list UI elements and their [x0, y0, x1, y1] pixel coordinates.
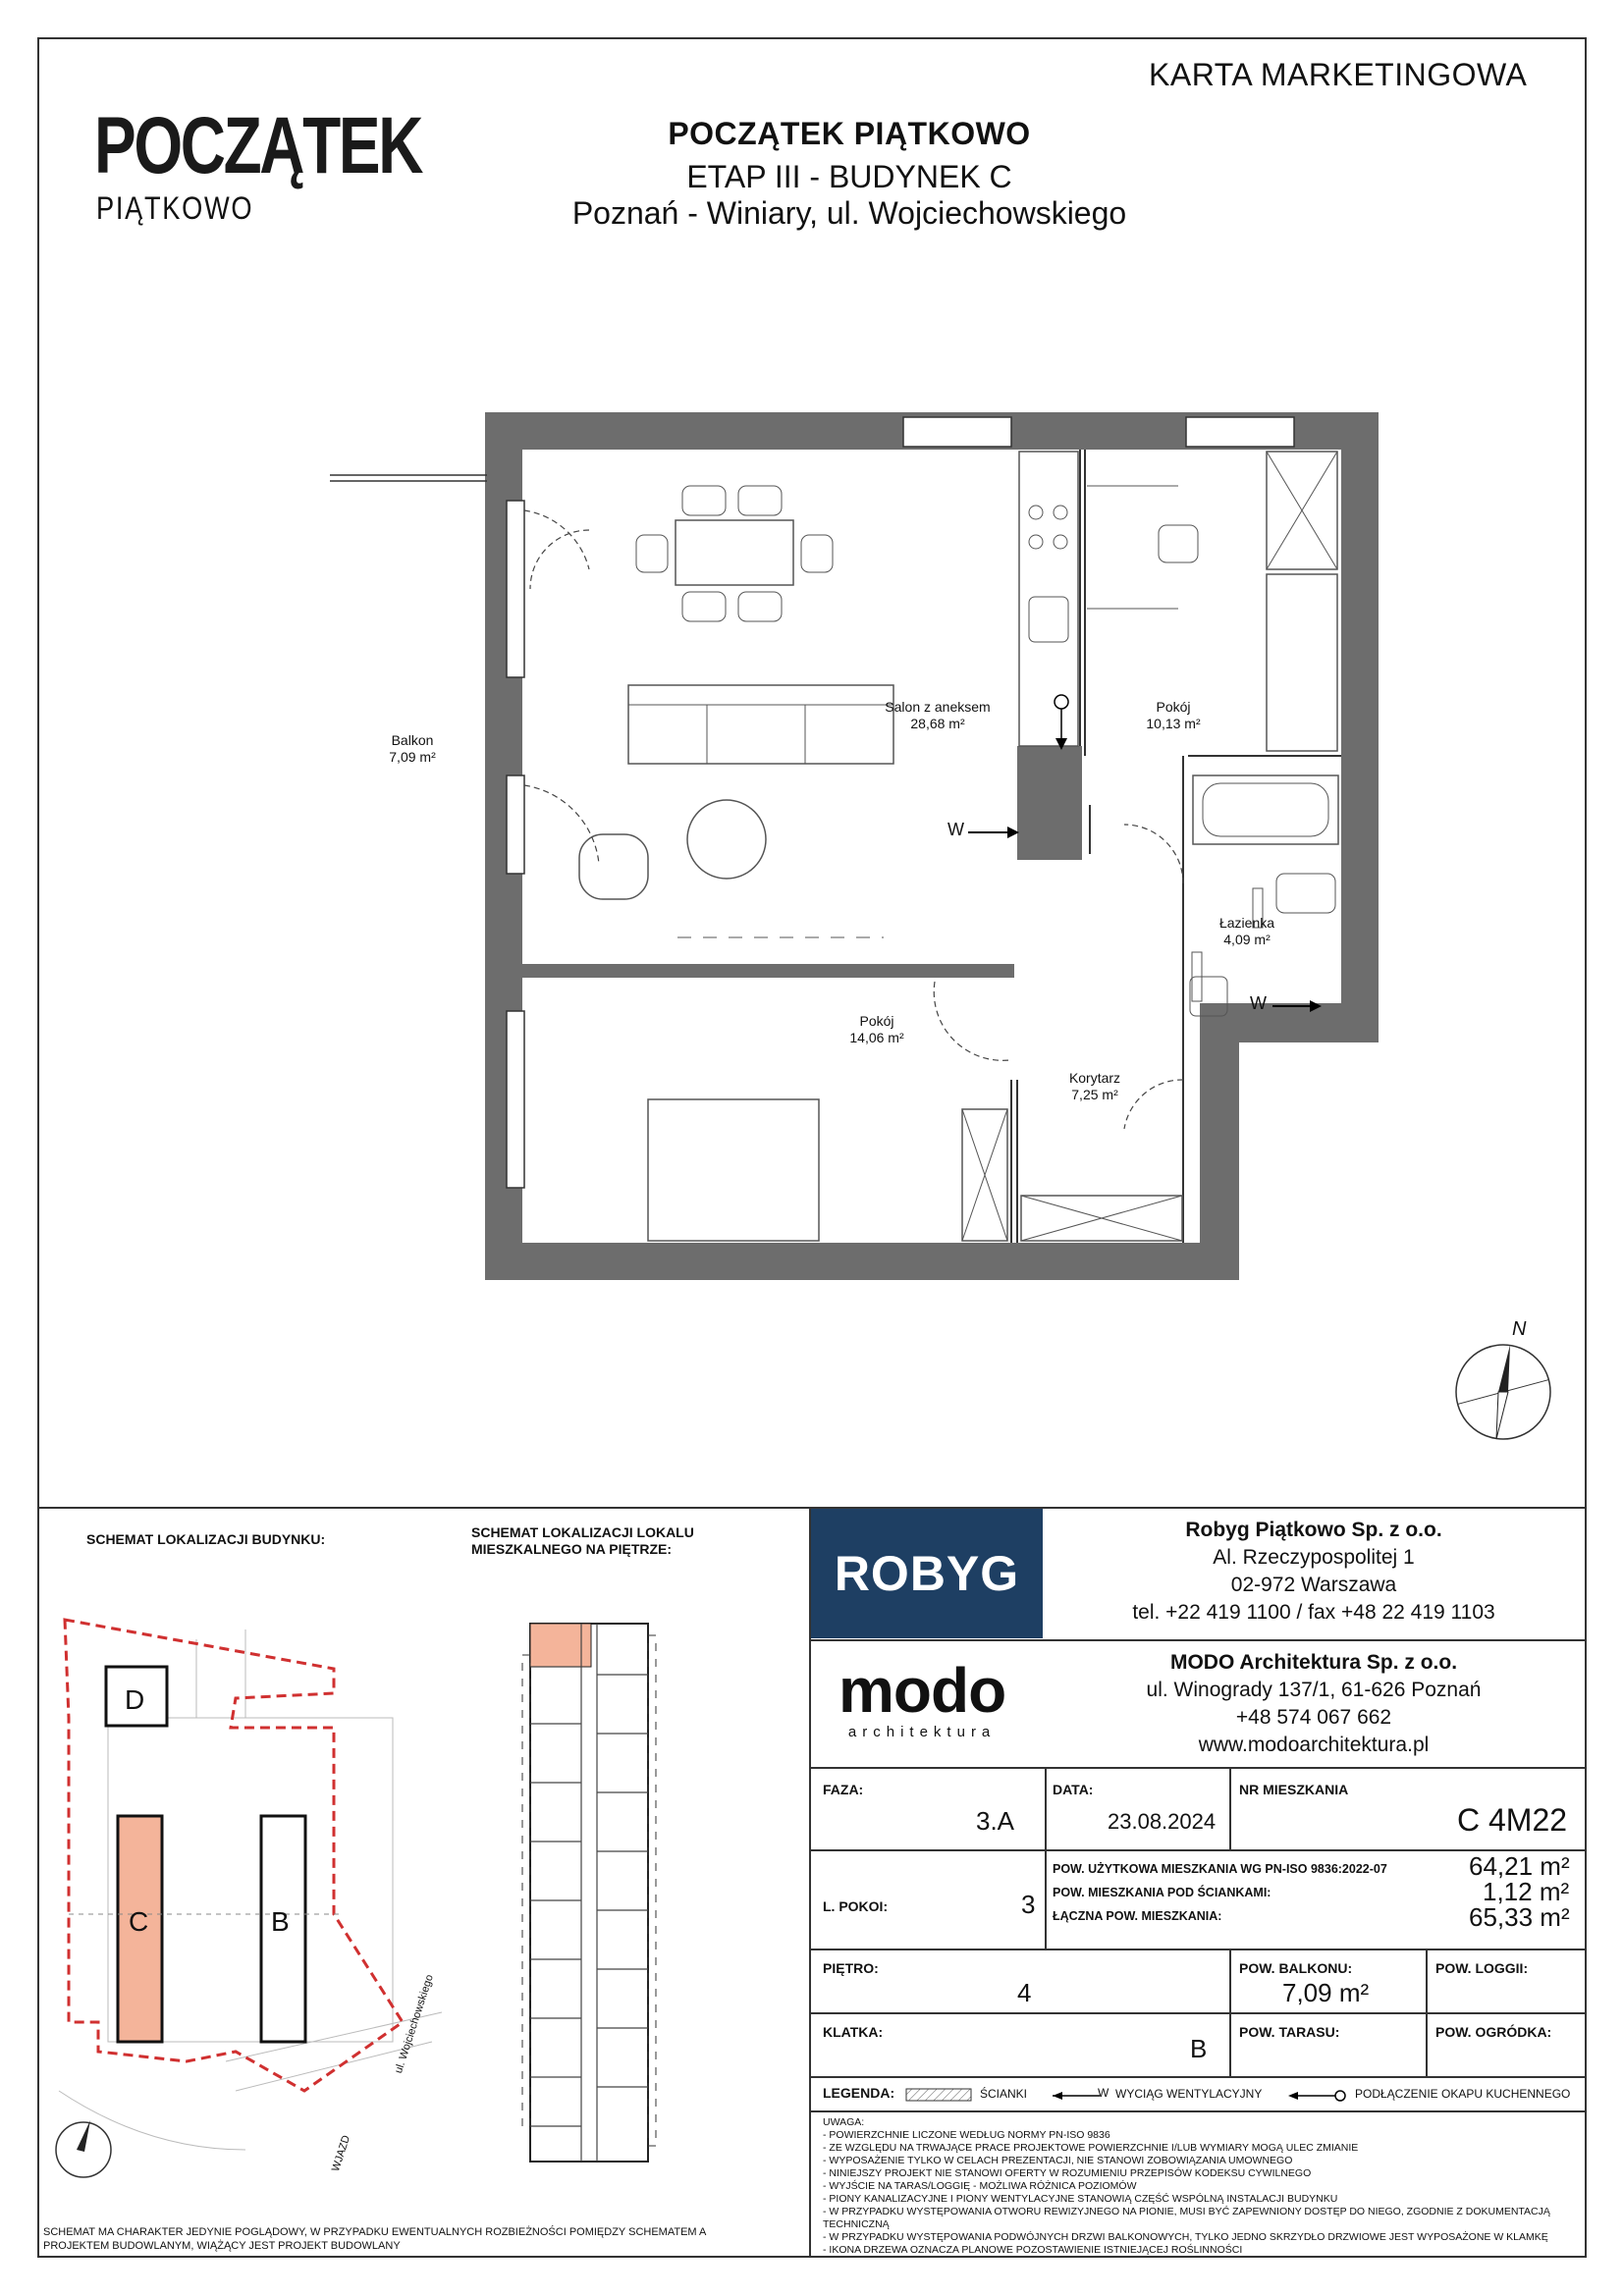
- divider: [809, 2076, 1587, 2078]
- floor-label: PIĘTRO:: [823, 1960, 879, 1976]
- floor-value: 4: [1017, 1978, 1032, 2007]
- under-value: 1,12 m²: [1483, 1877, 1570, 1906]
- dining-chairs: [636, 486, 833, 621]
- rooms-value: 3: [1021, 1890, 1036, 1919]
- windows: [507, 417, 1294, 1188]
- note-line: - W PRZYPADKU WYSTĘPOWANIA PODWÓJNYCH DRZWI BALKONOWYCH, TYLKO JEDNO SKRZYDŁO DRZWIOWE JEST WYPOSAŻONE W KLAMKĘ: [823, 2231, 1548, 2243]
- building-schematic-title: SCHEMAT LOKALIZACJI BUDYNKU:: [86, 1531, 326, 1547]
- unit-schematic-title-2: MIESZKALNEGO NA PIĘTRZE:: [471, 1541, 673, 1557]
- divider: [1229, 1949, 1231, 2076]
- note-line: - IKONA DRZEWA OZNACZA PLANOWE POZOSTAWIENIE ISTNIEJĄCEJ ROŚLINNOŚCI: [823, 2244, 1243, 2256]
- divider: [1045, 1849, 1047, 1949]
- floor-schematic: [511, 1616, 668, 2165]
- total-value: 65,33 m²: [1469, 1902, 1570, 1932]
- usable-label: POW. UŻYTKOWA MIESZKANIA WG PN-ISO 9836:2022-07: [1053, 1862, 1387, 1876]
- faza-value: 3.A: [976, 1806, 1015, 1836]
- unit-schematic-title-1: SCHEMAT LOKALIZACJI LOKALU: [471, 1524, 694, 1540]
- compass-icon: [1451, 1340, 1559, 1448]
- legend-vent-mark: W: [1098, 2086, 1109, 2100]
- notes: UWAGA: - POWIERZCHNIE LICZONE WEDŁUG NORMY PN-ISO 9836 - ZE WZGLĘDU NA TRWAJĄCE PRACE PROJEKTOWE POWIERZCHNIE I/LUB WYMIARY MOGĄ ULEC ZMIANIE - WYPOSAŻENIE TYLKO W CELACH PREZENTACJI, NIE STANOWI ZOBOWIĄZANIA UMOWNEGO - NINIEJSZY PROJEKT NIE STANOWI OFERTY W ROZUMIENIU PRZEPISÓW KODEKSU CYWILNEGO - WYJŚCIE NA TARAS/LOGGIĘ - MOŻLIWA RÓŻNICA POZIOMÓW - PIONY KANALIZACYJNE I PIONY WENTYLACYJNE STANOWIĄ CZĘŚĆ WSPÓLNĄ INSTALACJI BUDYNKU - W PRZYPADKU WYSTĘPOWANIA OTWORU REWIZYJNEGO NA PIONIE, MUSI BYĆ ZAPEWNIONY DOSTĘP DO NIEGO, ZGODNIE Z DOKUMENTACJĄ TECHNICZNĄ - W PRZYPADKU WYSTĘPOWANIA PODWÓJNYCH DRZWI BALKONOWYCH, TYLKO JEDNO SKRZYDŁO DRZWIOWE JEST WYPOSAŻONE W KLAMKĘ - IKONA DRZEWA OZNACZA PLANOWE POZOSTAWIENIE ISTNIEJĄCEJ ROŚLINNOŚCI: [823, 2116, 1579, 2257]
- terrace-label: POW. TARASU:: [1239, 2024, 1340, 2040]
- outer-walls: [485, 412, 1379, 1280]
- vent-mark-2: W: [1250, 993, 1267, 1013]
- logo-sub: PIĄTKOWO: [96, 190, 254, 226]
- divider: [809, 2110, 1587, 2112]
- nr-label: NR MIESZKANIA: [1239, 1782, 1349, 1797]
- note-line: - W PRZYPADKU WYSTĘPOWANIA OTWORU REWIZYJNEGO NA PIONIE, MUSI BYĆ ZAPEWNIONY DOSTĘP DO NIEGO, ZGODNIE Z DOKUMENTACJĄ TECHNICZNĄ: [823, 2206, 1550, 2230]
- divider: [1045, 1767, 1047, 1849]
- note-line: - WYPOSAŻENIE TYLKO W CELACH PREZENTACJI, NIE STANOWI ZOBOWIĄZANIA UMOWNEGO: [823, 2155, 1293, 2166]
- legend-walls: ŚCIANKI: [980, 2087, 1028, 2101]
- divider: [1426, 1949, 1428, 2076]
- architect-info: MODO Architektura Sp. z o.o. ul. Winogrady 137/1, 61-626 Poznań +48 574 067 662 www.modoarchitektura.pl: [1146, 1651, 1482, 1756]
- building-c-label: C: [129, 1906, 149, 1937]
- usable-value: 64,21 m²: [1469, 1851, 1570, 1881]
- under-label: POW. MIESZKANIA POD ŚCIANKAMI:: [1053, 1886, 1271, 1899]
- room-pokoj-1: Pokój 10,13 m²: [1146, 699, 1201, 731]
- project-location: Poznań - Winiary, ul. Wojciechowskiego: [571, 195, 1127, 231]
- project-stage: ETAP III - BUDYNEK C: [686, 159, 1012, 194]
- project-name: POCZĄTEK PIĄTKOWO: [668, 116, 1031, 151]
- robyg-logo: ROBYG: [811, 1509, 1043, 1638]
- rooms-label: L. POKOI:: [823, 1898, 889, 1914]
- balcony-value: 7,09 m²: [1282, 1978, 1370, 2007]
- compass-north: N: [1512, 1318, 1527, 1340]
- divider: [1229, 1767, 1231, 1849]
- garden-label: POW. OGRÓDKA:: [1435, 2024, 1552, 2040]
- street-label: ul. Wojciechowskiego: [393, 1973, 436, 2075]
- logo-main: POCZĄTEK: [94, 101, 422, 190]
- faza-label: FAZA:: [823, 1782, 864, 1797]
- doc-type: KARTA MARKETINGOWA: [1149, 57, 1528, 92]
- room-balkon: Balkon 7,09 m²: [389, 732, 436, 765]
- balcony-label: POW. BALKONU:: [1239, 1960, 1353, 1976]
- room-pokoj-2: Pokój 14,06 m²: [849, 1013, 904, 1045]
- nr-value: C 4M22: [1457, 1802, 1568, 1838]
- room-salon: Salon z aneksem 28,68 m²: [885, 699, 991, 731]
- schematic-disclaimer: SCHEMAT MA CHARAKTER JEDYNIE POGLĄDOWY, W PRZYPADKU EWENTUALNYCH ROZBIEŻNOŚCI POMIĘDZY SCHEMATEM A PROJEKTEM BUDOWLANYM, WIĄŻĄCY JEST PROJEKT BUDOWLANY: [43, 2226, 707, 2252]
- developer-info: Robyg Piątkowo Sp. z o.o. Al. Rzeczypospolitej 1 02-972 Warszawa tel. +22 419 1100 / fax +48 22 419 1103: [1132, 1519, 1495, 1624]
- data-value: 23.08.2024: [1108, 1809, 1217, 1834]
- divider: [809, 1767, 1587, 1769]
- hood-connection-icon: [1286, 2089, 1347, 2103]
- note-line: - WYJŚCIE NA TARAS/LOGGIĘ - MOŻLIWA RÓŻNICA POZIOMÓW: [823, 2180, 1137, 2192]
- building-b-label: B: [271, 1906, 290, 1937]
- divider: [809, 1949, 1587, 1950]
- entry-label: WJAZD: [330, 2133, 353, 2173]
- wall-hatch-icon: [905, 2087, 974, 2103]
- loggia-label: POW. LOGGII:: [1435, 1960, 1529, 1976]
- modo-logo: modo architektura: [839, 1655, 1006, 1740]
- data-label: DATA:: [1053, 1782, 1094, 1797]
- note-line: - NINIEJSZY PROJEKT NIE STANOWI OFERTY W ROZUMIENIU PRZEPISÓW KODEKSU CYWILNEGO: [823, 2167, 1312, 2179]
- staircase-label: KLATKA:: [823, 2024, 884, 2040]
- room-korytarz: Korytarz 7,25 m²: [1068, 1070, 1121, 1102]
- note-line: - PIONY KANALIZACYJNE I PIONY WENTYLACYJNE STANOWIĄ CZĘŚĆ WSPÓLNĄ INSTALACJI BUDYNKU: [823, 2193, 1338, 2205]
- divider: [809, 1639, 1587, 1641]
- staircase-value: B: [1190, 2034, 1208, 2063]
- legend-vent: WYCIĄG WENTYLACYJNY: [1115, 2087, 1263, 2101]
- vent-mark-1: W: [947, 820, 964, 839]
- building-d-label: D: [125, 1684, 145, 1715]
- legend-hood: PODŁĄCZENIE OKAPU KUCHENNEGO: [1355, 2087, 1571, 2101]
- site-plan: [49, 1600, 461, 2189]
- note-line: - ZE WZGLĘDU NA TRWAJĄCE PRACE PROJEKTOWE POWIERZCHNIE I/LUB WYMIARY MOGĄ ULEC ZMIANIE: [823, 2142, 1359, 2154]
- legend-title: LEGENDA:: [823, 2085, 895, 2101]
- room-lazienka: Łazienka 4,09 m²: [1218, 915, 1275, 947]
- note-line: - POWIERZCHNIE LICZONE WEDŁUG NORMY PN-ISO 9836: [823, 2129, 1110, 2141]
- total-label: ŁĄCZNA POW. MIESZKANIA:: [1053, 1909, 1222, 1923]
- divider: [809, 2012, 1587, 2014]
